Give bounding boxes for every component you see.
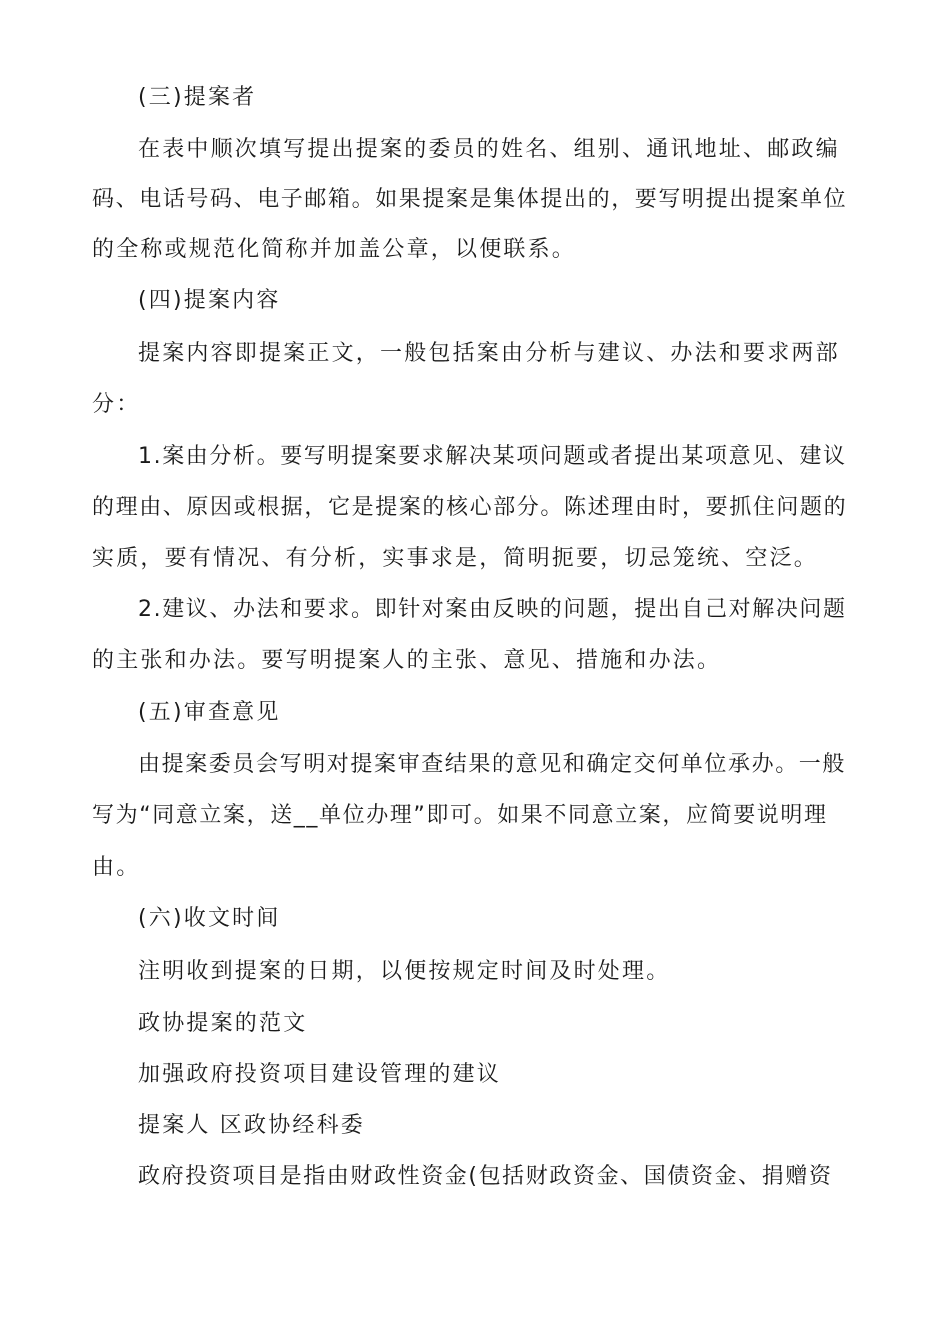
paragraph-line: 分： <box>92 392 141 417</box>
paragraph-line: 的理由、原因或根据，它是提案的核心部分。陈述理由时，要抓住问题的 <box>92 495 848 520</box>
paragraph-line: 2.建议、办法和要求。即针对案由反映的问题，提出自己对解决问题 <box>138 597 847 622</box>
paragraph-line: 写为“同意立案，送__单位办理”即可。如果不同意立案，应简要说明理 <box>92 803 828 828</box>
paragraph-line: 注明收到提案的日期，以便按规定时间及时处理。 <box>138 959 671 984</box>
paragraph-line: 由。 <box>92 855 141 880</box>
paragraph-line: 1.案由分析。要写明提案要求解决某项问题或者提出某项意见、建议 <box>138 444 847 469</box>
paragraph-line: 由提案委员会写明对提案审查结果的意见和确定交何单位承办。一般 <box>138 752 847 777</box>
paragraph-line: 提案内容即提案正文，一般包括案由分析与建议、办法和要求两部 <box>138 341 840 366</box>
section-heading-review: (五)审查意见 <box>138 700 281 725</box>
paragraph-line: 政府投资项目是指由财政性资金(包括财政资金、国债资金、捐赠资 <box>138 1164 833 1189</box>
section-heading-proposer: (三)提案者 <box>138 85 257 110</box>
sample-proposer: 提案人 区政协经科委 <box>138 1113 365 1138</box>
section-heading-receipt-time: (六)收文时间 <box>138 906 281 931</box>
paragraph-line: 实质，要有情况、有分析，实事求是，简明扼要，切忌笼统、空泛。 <box>92 546 819 571</box>
paragraph-line: 码、电话号码、电子邮箱。如果提案是集体提出的，要写明提出提案单位 <box>92 187 848 212</box>
paragraph-line: 在表中顺次填写提出提案的委员的姓名、组别、通讯地址、邮政编 <box>138 137 840 162</box>
sample-proposal-title: 加强政府投资项目建设管理的建议 <box>138 1062 502 1087</box>
paragraph-line: 的主张和办法。要写明提案人的主张、意见、措施和办法。 <box>92 648 722 673</box>
section-title-sample: 政协提案的范文 <box>138 1011 308 1036</box>
paragraph-line: 的全称或规范化简称并加盖公章，以便联系。 <box>92 237 577 262</box>
section-heading-content: (四)提案内容 <box>138 288 281 313</box>
